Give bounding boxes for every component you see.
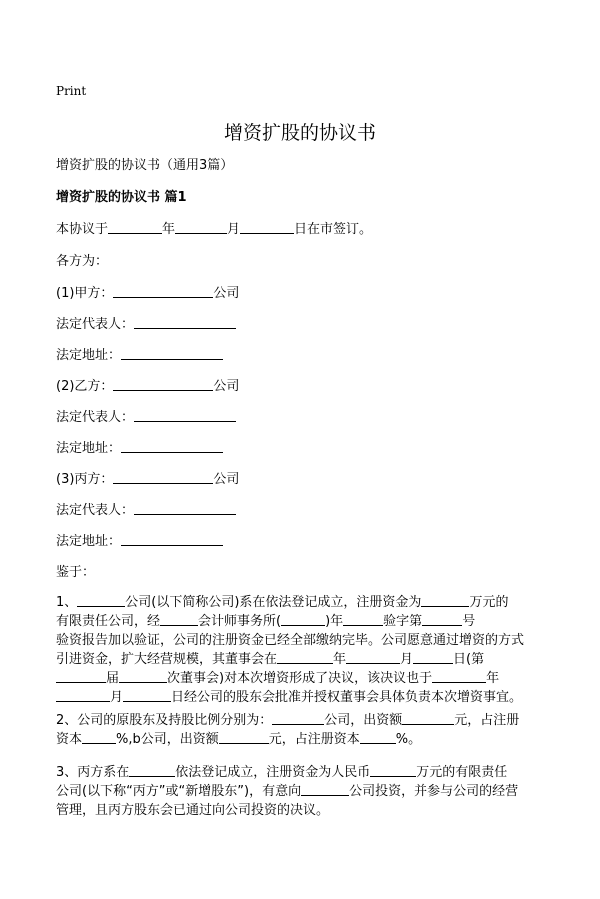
blank bbox=[219, 731, 269, 744]
party-b-blank bbox=[113, 378, 213, 391]
blank bbox=[160, 613, 198, 626]
clause-1-text: 月 bbox=[110, 690, 124, 705]
party-a-addr-label: 法定地址： bbox=[56, 348, 122, 363]
clause-1-line-5 bbox=[56, 669, 548, 688]
party-b-line bbox=[56, 375, 239, 394]
blank bbox=[272, 712, 324, 725]
party-a-rep-label: 法定代表人： bbox=[56, 317, 135, 332]
party-c-rep-label: 法定代表人： bbox=[56, 503, 135, 518]
blank bbox=[301, 783, 349, 796]
party-a-label: (1)甲方： bbox=[56, 286, 114, 301]
party-b-label: (2)乙方： bbox=[56, 379, 114, 394]
blank bbox=[281, 613, 325, 626]
blank bbox=[343, 613, 383, 626]
blank bbox=[119, 670, 167, 683]
clause-1 bbox=[56, 593, 548, 707]
clause-2-text: 资本 bbox=[56, 732, 83, 747]
clause-1-text: 有限责任公司，经 bbox=[56, 614, 161, 629]
party-c-suffix: 公司 bbox=[213, 472, 240, 487]
clause-1-line-2 bbox=[56, 612, 548, 631]
clause-1-line-4 bbox=[56, 650, 548, 669]
document-subtitle: 增资扩股的协议书（通用3篇） bbox=[56, 158, 234, 173]
blank bbox=[77, 594, 125, 607]
clause-1-number: 1、 bbox=[56, 595, 78, 610]
party-a-rep-line bbox=[56, 313, 236, 332]
clause-3-text: 公司投资，并参与公司的经营 bbox=[349, 784, 519, 799]
clause-2-text: 元，占注册 bbox=[454, 713, 520, 728]
blank bbox=[422, 613, 462, 626]
blank bbox=[82, 731, 116, 744]
clause-1-text: 届 bbox=[106, 671, 120, 686]
party-c-addr-line bbox=[56, 530, 223, 549]
blank bbox=[432, 670, 486, 683]
party-c-blank bbox=[113, 471, 213, 484]
clause-2-text: 元，占注册资本 bbox=[268, 732, 360, 747]
party-c-line bbox=[56, 468, 239, 487]
party-b-addr-line bbox=[56, 437, 223, 456]
year-blank bbox=[108, 221, 162, 234]
party-c-rep-blank bbox=[134, 502, 236, 515]
clause-1-text: 日(第 bbox=[453, 652, 485, 667]
clause-1-text: 公司(以下简称公司)系在依法登记成立，注册资金为 bbox=[125, 595, 422, 610]
signing-line bbox=[56, 218, 372, 237]
party-b-addr-blank bbox=[121, 440, 223, 453]
clause-1-text: 年 bbox=[486, 671, 500, 686]
clause-1-text: 月 bbox=[400, 652, 414, 667]
blank bbox=[360, 731, 396, 744]
party-b-suffix: 公司 bbox=[213, 379, 240, 394]
party-b-rep-blank bbox=[134, 409, 236, 422]
party-a-blank bbox=[113, 285, 213, 298]
clause-1-line-6 bbox=[56, 688, 548, 707]
party-a-addr-blank bbox=[121, 347, 223, 360]
clause-2-text: %,b公司，出资额 bbox=[116, 732, 219, 747]
clause-1-text: 号 bbox=[462, 614, 476, 629]
party-c-addr-blank bbox=[121, 533, 223, 546]
clause-2-line-2 bbox=[56, 730, 548, 749]
party-a-addr-line bbox=[56, 344, 223, 363]
blank bbox=[56, 689, 110, 702]
clause-2-text: %。 bbox=[395, 732, 422, 747]
month-label: 月 bbox=[227, 222, 241, 237]
clause-1-text: 年 bbox=[333, 652, 347, 667]
clause-1-text: 日经公司的股东会批准并授权董事会具体负责本次增资事宜。 bbox=[171, 690, 523, 705]
clause-1-text: 引进资金，扩大经营规模，其董事会在 bbox=[56, 652, 278, 667]
blank bbox=[56, 670, 106, 683]
clause-1-line-1 bbox=[56, 593, 548, 612]
party-b-rep-line bbox=[56, 406, 236, 425]
print-label: Print bbox=[56, 84, 87, 98]
clause-1-text: 次董事会)对本次增资形成了决议，该决议也于 bbox=[167, 671, 433, 686]
day-blank bbox=[240, 221, 294, 234]
clause-2-text: 公司，出资额 bbox=[324, 713, 403, 728]
clause-1-text: )年 bbox=[325, 614, 344, 629]
party-c-rep-line bbox=[56, 499, 236, 518]
clause-3-line-1 bbox=[56, 763, 548, 782]
clause-1-text: 验字第 bbox=[383, 614, 423, 629]
clause-2-line-1 bbox=[56, 711, 548, 730]
blank bbox=[402, 712, 454, 725]
whereas-heading: 鉴于： bbox=[56, 565, 96, 580]
blank bbox=[129, 764, 175, 777]
clause-3-text: 依法登记成立，注册资金为人民币 bbox=[175, 765, 371, 780]
parties-intro: 各方为： bbox=[56, 254, 109, 269]
clause-3-text: 万元的有限责任 bbox=[416, 765, 508, 780]
blank bbox=[421, 594, 469, 607]
blank bbox=[277, 651, 333, 664]
party-a-suffix: 公司 bbox=[213, 286, 240, 301]
clause-1-text: 万元的 bbox=[469, 595, 509, 610]
party-c-addr-label: 法定地址： bbox=[56, 534, 122, 549]
blank bbox=[370, 764, 416, 777]
clause-1-line-3: 验资报告加以验证，公司的注册资金已经全部缴纳完毕。公司愿意通过增资的方式 bbox=[56, 633, 525, 648]
document-title: 增资扩股的协议书 bbox=[223, 122, 376, 144]
clause-3-line-2 bbox=[56, 782, 548, 801]
clause-3 bbox=[56, 763, 548, 820]
party-a-line bbox=[56, 282, 239, 301]
signing-end: 日在市签订。 bbox=[294, 222, 373, 237]
party-b-rep-label: 法定代表人： bbox=[56, 410, 135, 425]
party-c-label: (3)丙方： bbox=[56, 472, 114, 487]
blank bbox=[346, 651, 400, 664]
party-b-addr-label: 法定地址： bbox=[56, 441, 122, 456]
blank bbox=[413, 651, 453, 664]
clause-3-text: 3、丙方系在 bbox=[56, 765, 130, 780]
clause-1-text: 会计师事务所( bbox=[198, 614, 282, 629]
month-blank bbox=[175, 221, 227, 234]
signing-text: 本协议于 bbox=[56, 222, 109, 237]
blank bbox=[123, 689, 171, 702]
clause-3-text: 公司(以下称“丙方”或“新增股东”)，有意向 bbox=[56, 784, 302, 799]
clause-2 bbox=[56, 711, 548, 749]
year-label: 年 bbox=[162, 222, 176, 237]
clause-2-text: 2、公司的原股东及持股比例分别为： bbox=[56, 713, 273, 728]
section-heading: 增资扩股的协议书 篇1 bbox=[56, 190, 187, 205]
party-a-rep-blank bbox=[134, 316, 236, 329]
clause-3-line-3: 管理，且丙方股东会已通过向公司投资的决议。 bbox=[56, 803, 330, 818]
